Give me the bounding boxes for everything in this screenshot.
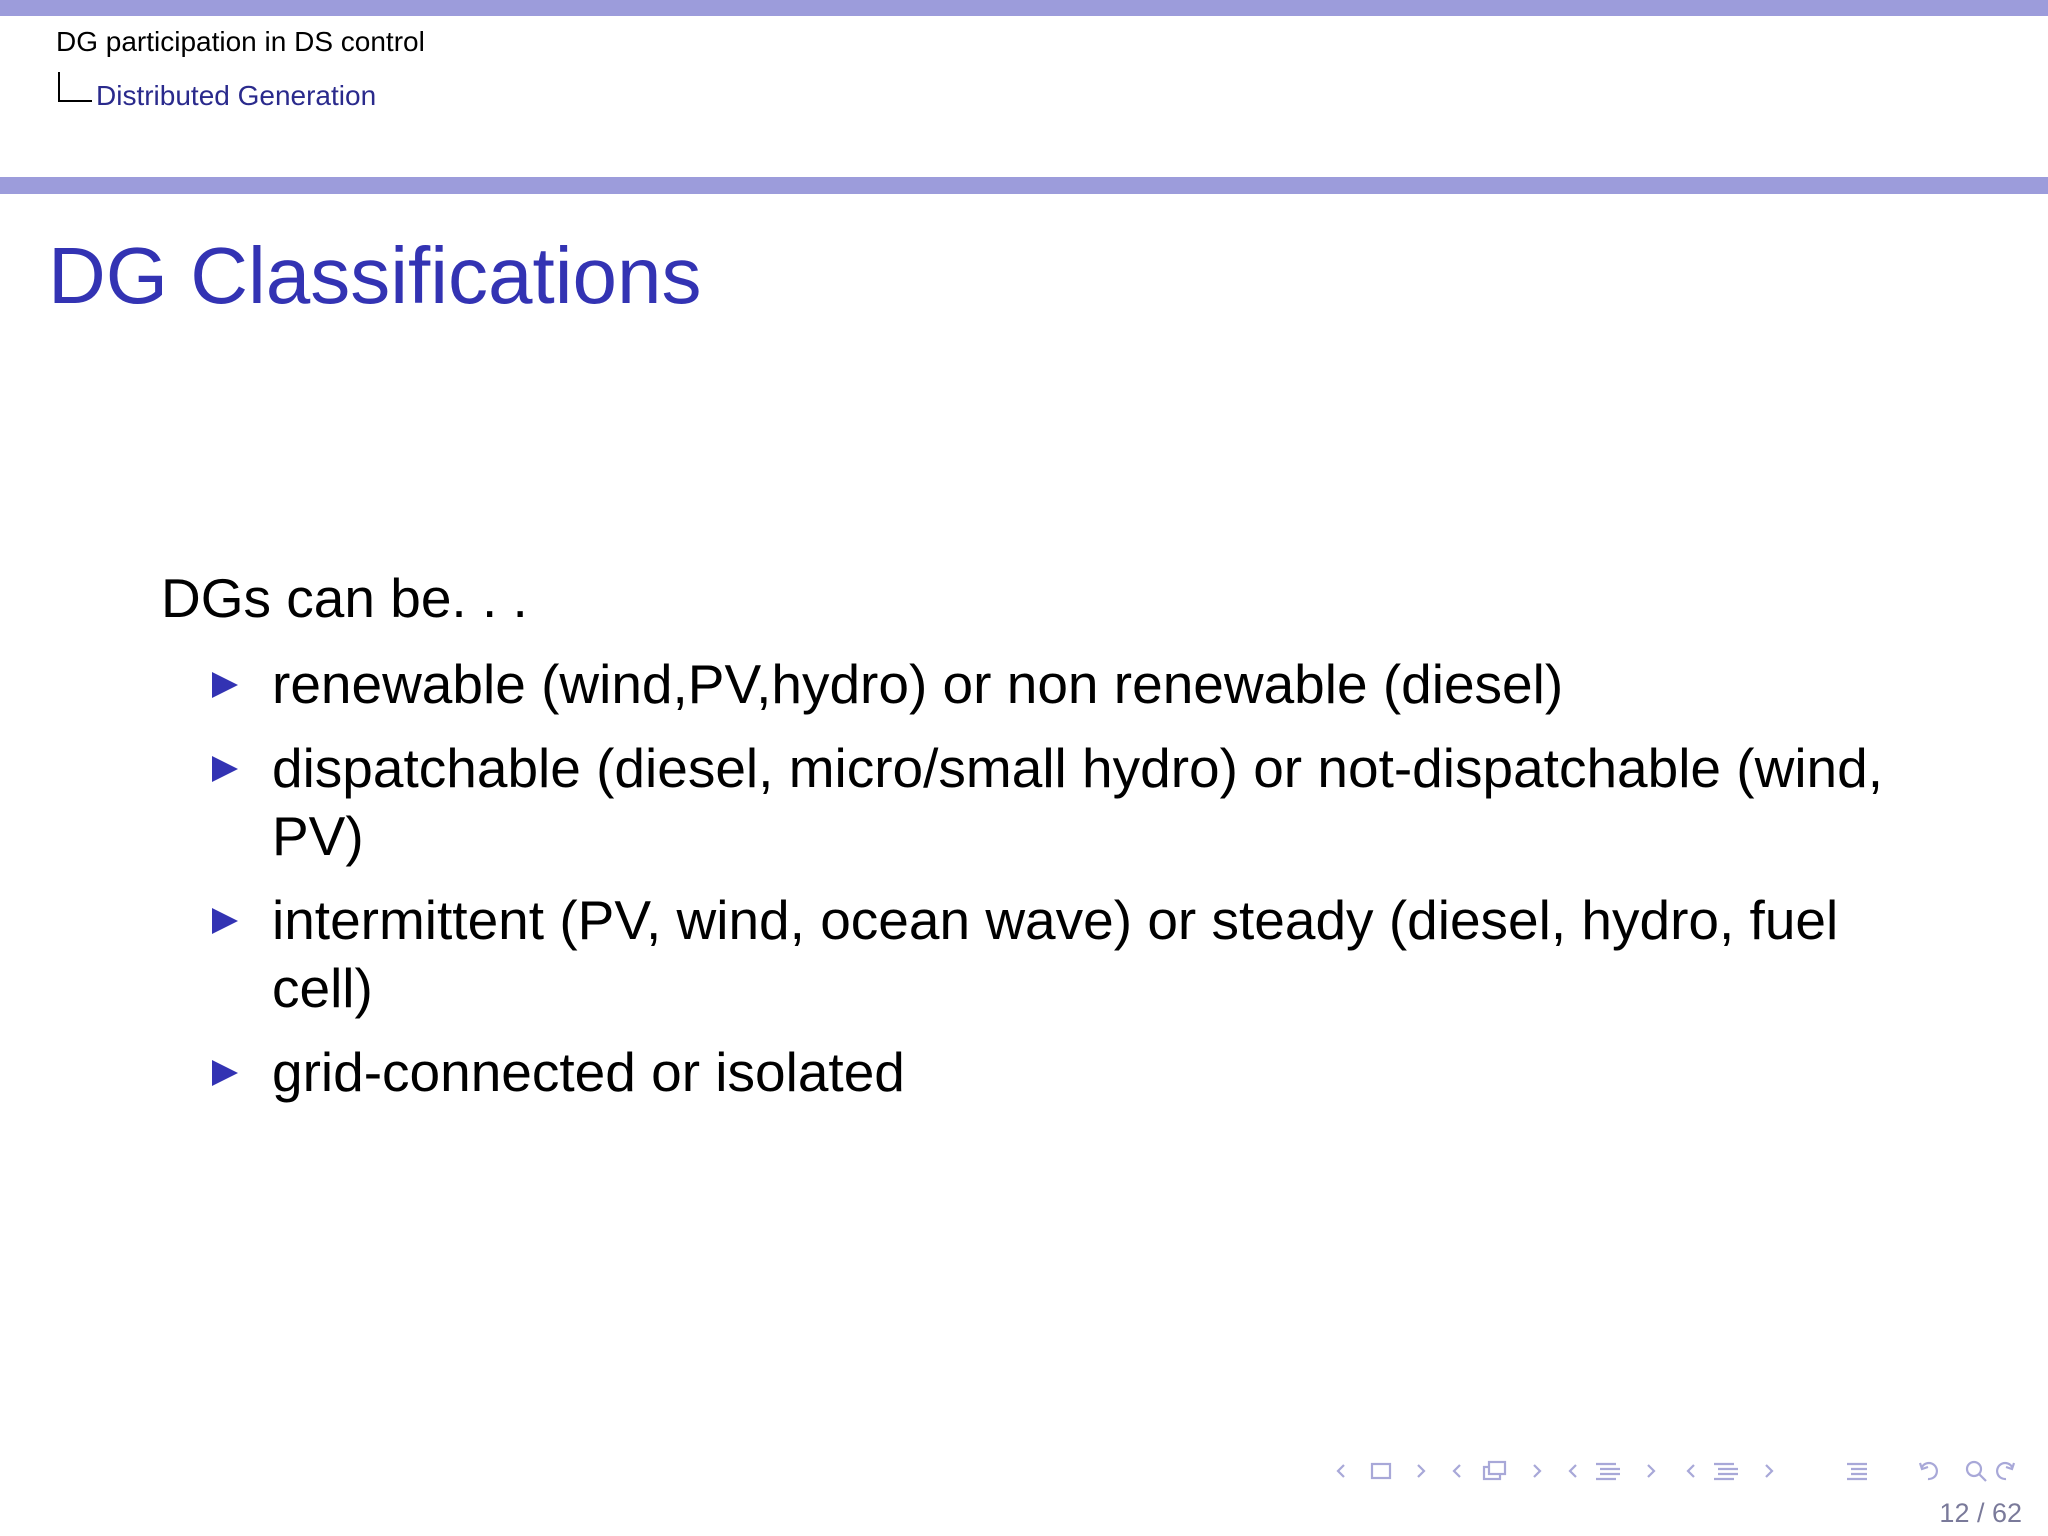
bullet-item (212, 1038, 1892, 1106)
header-section-title: DG participation in DS control (56, 26, 425, 57)
nav-section-prev-icon[interactable] (1570, 1465, 1576, 1477)
nav-doc-next-icon[interactable] (1766, 1465, 1772, 1477)
header-subsection-title: Distributed Generation (96, 80, 377, 111)
bullet-list (212, 650, 1892, 1122)
bullet-text: grid-connected or isolated (272, 1041, 905, 1103)
tree-connector-icon (58, 72, 92, 102)
intro-text: DGs can be. . . (161, 567, 528, 629)
nav-frame-prev-icon[interactable] (1338, 1465, 1344, 1477)
triangle-bullet-icon (212, 672, 238, 698)
triangle-bullet-icon (212, 1060, 238, 1086)
search-icon[interactable] (1967, 1462, 1981, 1476)
align-icon[interactable] (1847, 1464, 1867, 1479)
bullet-text: renewable (wind,PV,hydro) or non renewable (diesel) (272, 653, 1564, 715)
bullet-text: dispatchable (diesel, micro/small hydro) or not-dispatchable (wind, PV) (272, 737, 1884, 867)
bullet-item (212, 734, 1892, 870)
frame-title: DG Classifications (48, 231, 702, 320)
page-number: 12 / 62 (1939, 1498, 2022, 1528)
bullet-item (212, 886, 1892, 1022)
undo-icon[interactable] (1920, 1463, 1937, 1479)
nav-doc-icon[interactable] (1714, 1464, 1738, 1479)
triangle-bullet-icon (212, 908, 238, 934)
redo-icon[interactable] (1997, 1463, 2014, 1479)
triangle-bullet-icon (212, 756, 238, 782)
bullet-text: intermittent (PV, wind, ocean wave) or steady (diesel, hydro, fuel cell) (272, 889, 1839, 1019)
nav-frame-next-icon[interactable] (1418, 1465, 1424, 1477)
nav-subsection-next-icon[interactable] (1534, 1465, 1540, 1477)
nav-section-icon[interactable] (1596, 1464, 1620, 1479)
nav-subsection-prev-icon[interactable] (1454, 1465, 1460, 1477)
bullet-item (212, 650, 1892, 718)
nav-doc-prev-icon[interactable] (1688, 1465, 1694, 1477)
navigation-icons (1334, 1455, 2034, 1487)
nav-section-next-icon[interactable] (1648, 1465, 1654, 1477)
title-bar (0, 177, 2048, 194)
navigation-bar (1334, 1455, 2034, 1487)
nav-frame-icon[interactable] (1372, 1464, 1390, 1478)
header-bar (0, 0, 2048, 16)
